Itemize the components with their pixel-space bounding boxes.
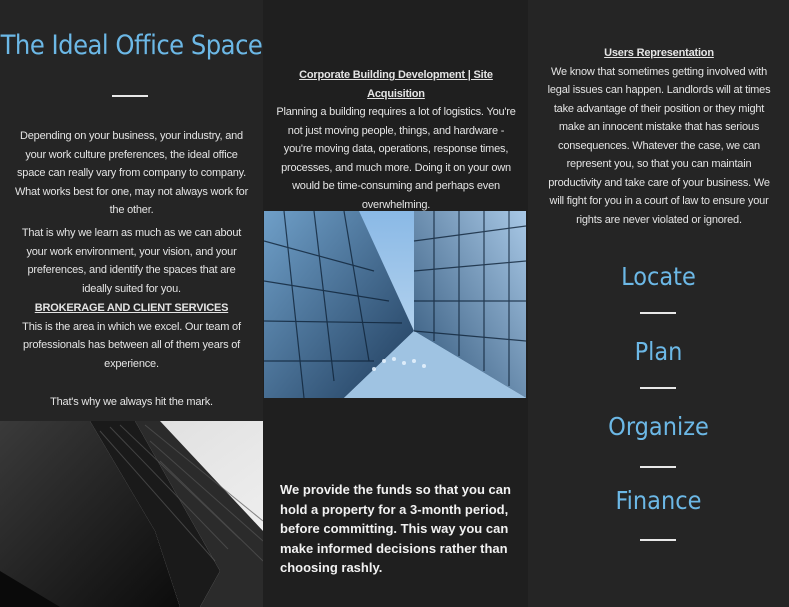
corporate-heading: Corporate Building Development | Site Acquisition [299, 69, 493, 100]
glass-building-image [264, 211, 526, 398]
step-organize: Organize [608, 412, 709, 441]
step-divider [640, 466, 676, 468]
intro-paragraph: Depending on your business, your industry, and your work culture preferences, the ideal office space can really vary from company to company. What works best for one, may not always work for the other. [14, 130, 249, 216]
funding-paragraph: We provide the funds so that you can hold a property for a 3-month period, before committing. This way you can make informed decisions rather than choosing rashly. [280, 482, 511, 575]
step-plan: Plan [634, 337, 683, 366]
title-divider [112, 95, 148, 97]
step-divider [640, 387, 676, 389]
learn-paragraph: That is why we learn as much as we can about your work environment, your vision, and your preferences, and identify the spaces that are ideally suited for you. [21, 227, 242, 295]
users-heading: Users Representation [604, 47, 714, 59]
corporate-text: Planning a building requires a lot of logistics. You're not just moving people, things, and hardware - you're moving data, operations, response times, processes, and much more. Doing it on your own would be time-consuming and perhaps even overwhelming. [276, 106, 516, 211]
page-title: The Ideal Office Space [0, 30, 263, 61]
closing-line: That's why we always hit the mark. [50, 396, 213, 408]
users-section [540, 44, 778, 229]
step-locate: Locate [621, 262, 696, 291]
brokerage-section [14, 299, 249, 373]
skyscraper-image [0, 421, 263, 607]
corporate-section [276, 66, 516, 233]
users-text: We know that sometimes getting involved with legal issues can happen. Landlords will at times take advantage of their position or they might make an innocent mistake that has serious consequences. Whatever the case, we can represent you, so that you can maintain productivity and take care of your business. We will fight for you in a court of law to ensure your rights are never violated or ignored. [547, 65, 771, 226]
brokerage-heading: BROKERAGE AND CLIENT SERVICES [34, 302, 229, 314]
step-finance: Finance [615, 486, 702, 515]
step-divider [640, 312, 676, 314]
step-divider [640, 539, 676, 541]
brokerage-text: This is the area in which we excel. Our team of professionals has between all of them years of experience. [22, 320, 241, 370]
